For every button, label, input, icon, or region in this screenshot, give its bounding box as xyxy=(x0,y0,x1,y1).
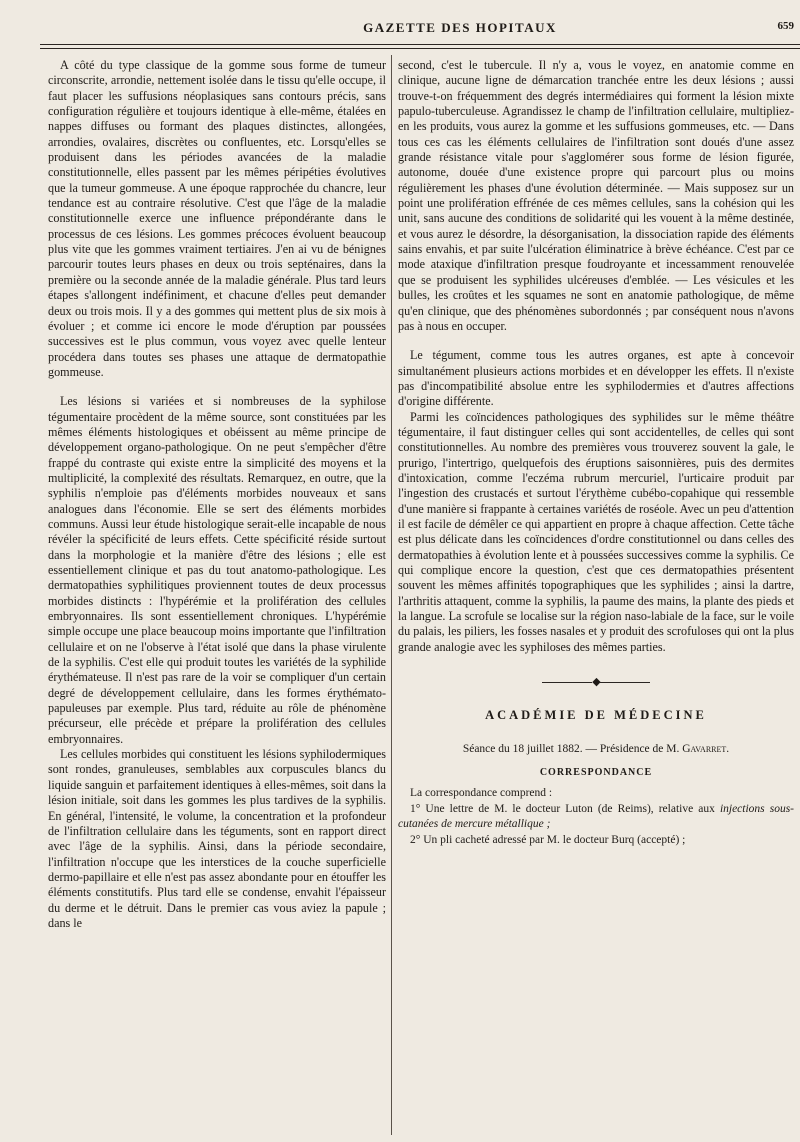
column-divider xyxy=(391,55,392,1135)
header-rule xyxy=(40,44,800,45)
correspondance-intro: La correspondance comprend : xyxy=(410,787,553,800)
right-column xyxy=(398,58,794,848)
correspondance-item xyxy=(398,802,794,833)
paragraph: Parmi les coïncidences pathologiques des syphilides sur le même théâtre tégumentaire, il faut distinguer celles qui sont accidentelles, de celles qui sont constitutionnelles. Au nombre des premières vous trouverez souvent la gale, le prurigo, l'intertrigo, quelquefois des éruptions saisonnières, puis des dermites d'intoxication, comme l'eczéma rubrum mercuriel, l'urticaire produit par l'ingestion des crustacés et surtout l'érythème cubébo-copahique qui ressemble d'une manière si frappante à certaines variétés de roséole. Avec un peu d'attention il est facile de démêler ce qui appartient en propre à chaque affection. Cette tâche est plus délicate dans les coïncidences d'ordre constitutionnel ou dans celles des dermatopathies à évolution lente et à poussées successives comme la syphilis. Ce qui complique encore la question, c'est que ces dermatopathies présentent souvent les mêmes affinités topographiques que les syphilides ; ainsi la dartre, l'arthritis attaquent, comme la syphilis, la paume des mains, la plante des pieds et la langue. La scrofule se localise sur la région naso-labiale de la face, sur le voile du palais, les piliers, les fosses nasales et y produit des scrofuloses qui ont la plus grande analogie avec les syphiloses des mêmes parties. xyxy=(398,409,794,654)
header-rule-thin xyxy=(40,48,800,49)
correspondance-heading: CORRESPONDANCE xyxy=(539,767,653,779)
session-president: Gavarret. xyxy=(682,742,730,755)
session-date: Séance du 18 juillet 1882. — Présidence de M. xyxy=(462,742,680,755)
paragraph: Le tégument, comme tous les autres organes, est apte à concevoir simultanément plusieurs actions morbides et en développer les effets. Il n'existe pas d'incompatibilité absolue entre les syphilodermies et d'autres affections d'origine différente. xyxy=(398,348,794,409)
paragraph: Les lésions si variées et si nombreuses de la syphilose tégumentaire procèdent de la même source, sont constituées par les mêmes éléments histologiques et obéissent au même principe de développement organo-pathologique. On ne peut s'empêcher d'être frappé du contraste qui existe entre la simplicité des moyens et la multiplicité, la complexité des résultats. Remarquez, en outre, que la syphilis n'emploie pas d'éléments morbides nouveaux et sans analogues dans l'économie. Elle se sert des éléments morbides communs. Aussi leur étude histologique serait-elle incapable de nous révéler la spécificité de leurs effets. Cette spécificité réside surtout dans la morphologie et la manière d'être des lésions ; elle est essentiellement clinique et pas du tout anatomo-pathologique. Les dermatopathies syphilitiques proviennent toutes de deux processus morbides distincts : l'hypérémie et la prolifération des cellules embryonnaires. Ils sont essentiellement chroniques. L'hypérémie simple occupe une place beaucoup moins importante que l'infiltration cellulaire et on ne l'observe à l'état isolé que dans la phase virulente de la syphilis. C'est elle qui produit toutes les variétés de la syphilide érythémateuse. Il n'est pas rare de la voir se compliquer d'un certain degré de développement cellulaire, dans les formes érythémato-papuleuses par exemple. Plus tard, réduite au rôle de phénomène précurseur, elle précède et prépare la prolifération des cellules embryonnaires. xyxy=(48,394,386,746)
paragraph: A côté du type classique de la gomme sous forme de tumeur circonscrite, arrondie, nettement isolée dans le tissu qu'elle occupe, il faut placer les suffusions néoplasiques sans contours précis, sans configuration régulière et toujours identique à elle-même, étalées en nappes diffuses ou formant des plaques distinctes, allongées, arrondies, ovalaires, discrètes ou confluentes, etc. Lorsqu'elles se produisent dans les périodes avancées de la maladie constitutionnelle, elles passent par les mêmes péripéties évolutives que la tumeur gommeuse. A une époque rapprochée du chancre, leur tendance est au contraire résolutive. C'est que l'âge de la maladie constitutionnelle exerce une influence prépondérante dans le processus de ces lésions. Les gommes précoces évoluent beaucoup plus vite que les gommes vraiment tertiaires. J'en ai vu de bénignes parcourir toutes leurs phases en deux ou trois septénaires, dans la première ou la seconde année de la maladie générale. Plus tard leurs étapes s'allongent indéfiniment, et chacune d'elles peut demander deux ou trois mois. Il y a des gommes qui mettent plus de six mois à évoluer ; et comme ici encore le mode d'éruption par poussées successives est le plus commun, vous voyez avec quelle lenteur procédera dans toutes ses phases une attaque de dermatopathie gommeuse. xyxy=(48,58,386,379)
paragraph: second, c'est le tubercule. Il n'y a, vous le voyez, en anatomie comme en clinique, aucune ligne de démarcation tranchée entre les deux lésions ; aussi trouve-t-on fréquemment des degrés intermédiaires qui forment la lésion mixte papulo-tuberculeuse. Agrandissez le champ de l'infiltration cellulaire, multipliez-en les produits, vous aurez la gomme et les suffusions gommeuses, etc. — Dans tous ces cas les éléments cellulaires de l'infiltration sont doués d'une assez grande résistance vitale pour s'agglomérer sous forme de lésion figurée, autonome, douée d'une existence propre qui parcourt plus ou moins régulièrement les phases d'une évolution déterminée. — Mais supposez sur un point une prolifération effrénée de ces mêmes cellules, sans la cohésion qui les unit, sans aucune des conditions de solidarité qui les vouent à la même destinée, et vous aurez le désordre, la désorganisation, la dissociation rapide des éléments sains envahis, et par suite l'ulcération éliminatrice à brève échéance. C'est par ce mode ataxique d'infiltration presque foudroyante et incessamment renouvelée que se produisent les syphilides ulcéreuses d'emblée. — Les vésicules et les bulles, les croûtes et les squames ne sont en anatomie pathologique, de même qu'en clinique, que des phénomènes subordonnés ; par conséquent nous n'avons pas à nous en occuper. xyxy=(398,58,794,333)
correspondance-item: 2° Un pli cacheté adressé par M. le docteur Burq (accepté) ; xyxy=(410,833,686,846)
journal-title: GAZETTE DES HOPITAUX xyxy=(363,20,557,35)
left-column xyxy=(48,58,386,931)
section-ornament: ◆ xyxy=(398,675,794,690)
page-header xyxy=(60,14,800,38)
paragraph: Les cellules morbides qui constituent les lésions syphilodermiques sont rondes, granuleuses, semblables aux corpuscules blancs du liquide sanguin et parfaitement identiques à elles-mêmes, soit dans la lésion initiale, soit dans les gommes les plus tardives de la syphilis. En général, l'intensité, le volume, la concentration et la profondeur de l'infiltration cellulaire dans les téguments, sont en rapport direct avec l'âge de la syphilis. Ainsi, dans la période secondaire, l'infiltration n'occupe que les interstices de la couche superficielle dermo-papillaire et elle n'est pas assez abondante pour en étouffer les éléments constitutifs. Plus tard elle se condense, envahit l'épaisseur du derme et le détruit. Dans le premier cas vous aviez la papule ; dans le xyxy=(48,747,386,930)
session-line xyxy=(398,742,794,757)
item-italic: injections sous-cutanées de mercure métallique ; xyxy=(398,802,794,831)
section-title: ACADÉMIE DE MÉDECINE xyxy=(485,708,707,723)
item-text: 1° Une lettre de M. le docteur Luton (de Reims), relative aux xyxy=(410,802,715,815)
page-number: 659 xyxy=(777,20,794,32)
